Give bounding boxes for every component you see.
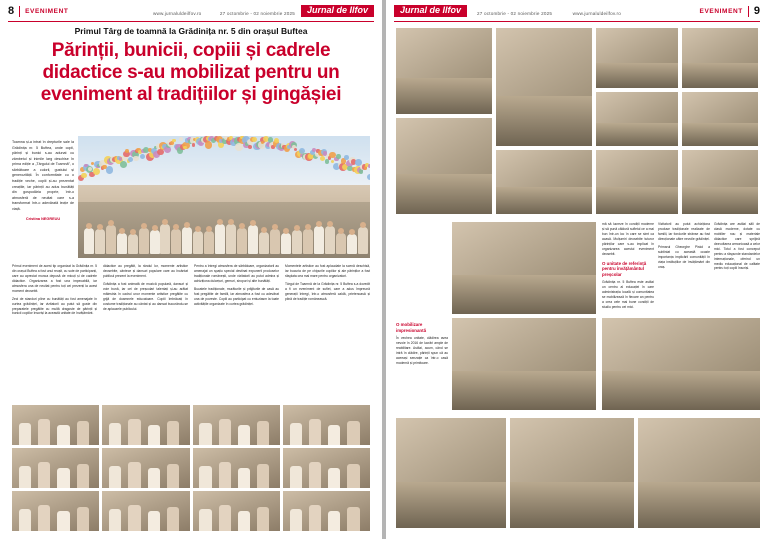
photo-thumbnail (102, 491, 189, 531)
photo-thumbnail (283, 448, 370, 488)
photo-thumbnail (638, 418, 760, 528)
lead-text: Toamna și-a intrat în drepturile sale la Grădinița nr. 5 Buftea, unde copii, părinți și bunici s-au adunat cu zâmbetul și inimile larg deschise în prima ediție a „Târgului de Toamnă”, o sărbătoare a culorii, gustului și generozității. În conformitate cu o tradiție veche, copiii și-au prezentat creațiile, iar părinții au adus bunătăți din gospodăria proprie, într-o atmosferă de neuitat care s-a transformat într-o adevărată lecție de viață. (12, 140, 74, 211)
r-col2-p1: Vizitatorii au putut achiziționa produse tradiționale realizate de familii, iar fondurile strânse au fost direcționate către nevoile grădiniței. (658, 222, 710, 241)
r-col0-p1: În vechea unitate, clădirea avea nevoie în 2016 de lucrări ample de reabilitare. Astăzi, acum, când se intră în clădire, părinții spun că au aceeași senzație ca într-o casă modernă și primitoare. (396, 336, 448, 365)
kicker-left: Primul Târg de toamnă la Grădinița nr. 5 din orașul Buftea (74, 26, 308, 36)
left-page-header (0, 0, 382, 22)
photo-thumbnail (452, 318, 596, 410)
masthead-right-name: Jurnal de Ilfov (400, 5, 462, 15)
photo-grid-left (12, 405, 370, 531)
photo-thumbnail (682, 150, 758, 214)
photo-thumbnail (283, 405, 370, 445)
right-text-col-3 (714, 222, 760, 274)
headline-left (12, 40, 370, 106)
body-column-1 (12, 264, 97, 404)
photo-thumbnail (602, 318, 760, 410)
article-body-left (12, 264, 370, 404)
right-text-col-1 (602, 222, 654, 313)
photo-thumbnail (496, 28, 592, 146)
photo-thumbnail (396, 418, 506, 528)
masthead-left (301, 5, 374, 17)
photo-thumbnail (193, 491, 280, 531)
photo-thumbnail (12, 405, 99, 445)
photo-thumbnail (396, 118, 492, 214)
left-page (0, 0, 382, 539)
header-rule-left (8, 21, 374, 22)
right-page (386, 0, 768, 539)
right-text-col-0 (396, 318, 448, 369)
right-section-label: EVENIMENT (699, 7, 743, 15)
col2-p2: Grădinița a fost animată de muzică populară, dansuri și voie bună, iar cei de preșcolari talentați și-au arătat măiestria în cadrul unor momente artistice pregătite cu grijă de doamnele educatoare. Copiii îmbrăcați în costume tradiționale au cântat și au dansat bucurându-se de aplauzele publicului. (103, 281, 188, 311)
photo-thumbnail (12, 491, 99, 531)
right-page-number: 9 (753, 5, 760, 17)
photo-thumbnail (596, 150, 678, 214)
col3-p2: Bucatele tradiționale, murăturile și prăjiturile de casă au fost pregătite de familii, iar atmosfera a fost cu adevărat una de poveste. Copiii au participat cu entuziasm la toate activitățile organizate în curtea grădiniței. (194, 286, 279, 306)
right-page-header (386, 0, 768, 22)
col1-p2: Zeci de standuri pline cu bunătăți au fost amenajate în curtea grădiniței, iar vizitatorii au putut să guste din preparatele pregătite cu multă dragoste de părinții și bunicii copiilor înscriși la această unitate de învățământ. (12, 296, 97, 316)
col2-p1: didactice au pregătit, la rândul lor, momente artistice deosebite, cântece și dansuri populare care au încântat publicul prezent la eveniment. (103, 264, 188, 278)
balloon-arch-decoration (78, 136, 370, 209)
website-left: www.jurnaluldeilfov.ro (152, 11, 202, 16)
lead-paragraph (12, 140, 74, 223)
body-column-3 (194, 264, 279, 404)
r-col1-p2: Grădinița nr. 5 Buftea este astăzi un centru al educației în care administrația locală și comunitatea se mobilizează în fiecare an pentru a crea cele mai bune condiții de studiu pentru cei mici. (602, 280, 654, 309)
col3-p1: Pentru a întregi atmosfera de sărbătoare, organizatorii au amenajat un spațiu special destinat expunerii produselor tradiționale românești, unde vizitatorii au putut admira și achiziționa dulcețuri, gemuri, siropuri și alte bunătăți. (194, 264, 279, 283)
r-col2-p2: Primarul Gheorghe Pistol a subliniat cu această ocazie importanța implicării comunității în viața instituțiilor de învățământ din oraș. (658, 244, 710, 269)
website-right: www.jurnaluldeilfov.ro (572, 11, 622, 16)
photo-thumbnail (596, 28, 678, 88)
masthead-left-name: Jurnal de Ilfov (306, 5, 368, 15)
photo-thumbnail (682, 28, 758, 88)
photo-thumbnail (510, 418, 634, 528)
headline-line-3: eveniment al tradițiilor și gingășiei (40, 84, 342, 106)
photo-thumbnail (452, 222, 596, 314)
photo-thumbnail (193, 405, 280, 445)
col4-p2: Târgul de Toamnă de la Grădinița nr. 5 Buftea s-a dovedit a fi un eveniment de suflet, care a adus împreună generații întregi, într-o atmosferă caldă, prietenoasă și plină de tradiție românească. (285, 281, 370, 301)
r-col3-p1: Grădinița are astăzi săli de clasă moderne, dotate cu mobilier nou și materiale didactice care sprijină dezvoltarea armonioasă a celor mici. Totul a fost conceput pentru a răspunde standardelor internaționale, oferind un mediu educațional de calitate pentru toți copiii înscriși. (714, 222, 761, 271)
masthead-right (394, 5, 467, 17)
subhead-1: O unitate de referință pentru învățământul preșcolar (602, 260, 647, 277)
photo-thumbnail (496, 150, 592, 214)
date-left: 27 octombrie - 02 noiembrie 2025 (219, 11, 295, 16)
col4-p1: Momentele artistice au fost aplaudate la scenă deschisă, iar bucuria de pe chipurile copiilor și ale părinților a fost răsplata cea mai mare pentru organizatori. (285, 264, 370, 278)
subhead-0: O mobilizare impresionantă (396, 322, 427, 333)
main-photo-balloon-arch (78, 136, 370, 258)
left-section-label: EVENIMENT (25, 7, 69, 15)
right-text-col-2 (658, 222, 710, 272)
headline-line-2: didactice s-au mobilizat pentru un (42, 62, 340, 84)
left-page-number: 8 (8, 5, 15, 17)
photo-thumbnail (102, 448, 189, 488)
children-row (78, 220, 370, 254)
body-column-4 (285, 264, 370, 404)
photo-thumbnail (283, 491, 370, 531)
body-column-2 (103, 264, 188, 404)
photo-thumbnail (12, 448, 99, 488)
r-col1-p1: mă să lucreze în condiții moderne și să pună căldură sufletul ce a mai bun într-un loc în care se simt ca acasă. Mulțumiri deosebite tuturor părinților care s-au implicat în organizarea acestui eveniment deosebit. (602, 222, 654, 256)
photo-thumbnail (396, 28, 492, 114)
header-rule-right (394, 21, 760, 22)
headline-line-1: Părinții, bunicii, copiii și cadrele (51, 40, 331, 61)
photo-thumbnail (596, 92, 678, 146)
byline: Cristina NEGREUU (25, 217, 61, 222)
photo-thumbnail (193, 448, 280, 488)
photo-thumbnail (682, 92, 758, 146)
photo-thumbnail (102, 405, 189, 445)
date-right: 27 octombrie - 02 noiembrie 2025 (477, 11, 553, 16)
col1-p1: Primul eveniment de acest tip organizat la Grădinița nr. 5 din orașul Buftea a fost unul reușit, cu sute de participanți, care au apreciat munca depusă de micuți și de cadrele didactice. Organizarea a fost una impecabilă, iar atmosfera una de neuitat pentru toți cei prezenți la acest moment deosebit. (12, 264, 97, 293)
